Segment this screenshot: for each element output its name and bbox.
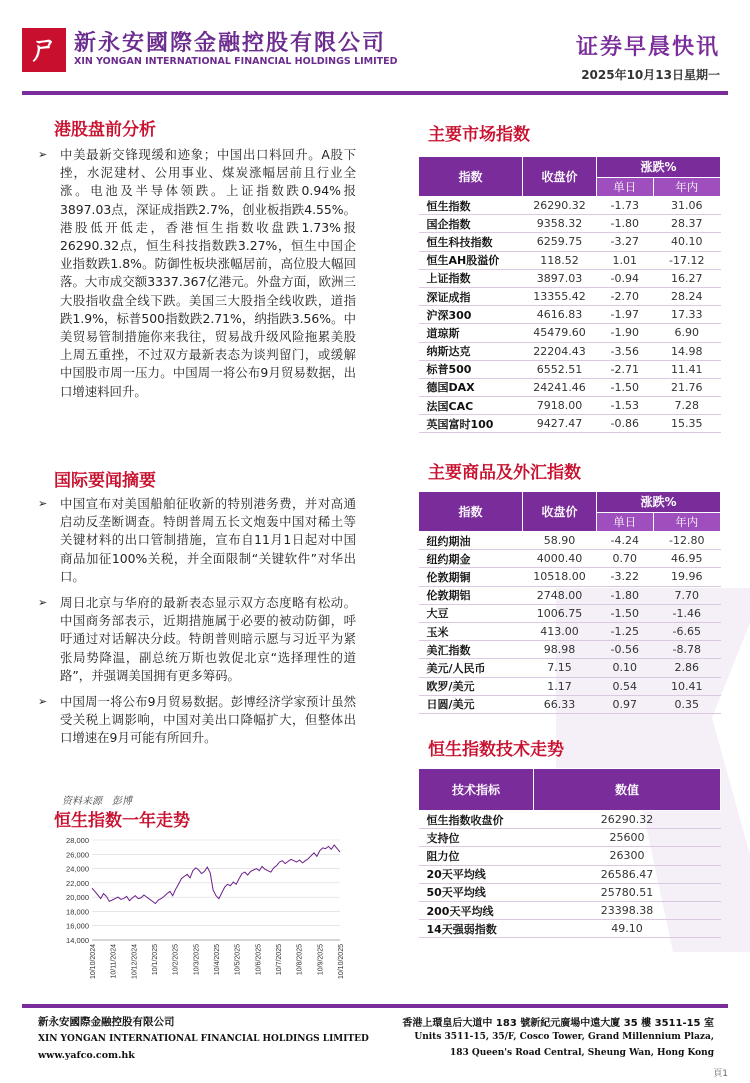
company-logo: ㄕ [22, 28, 66, 72]
y-tick-label: 24,000 [66, 864, 89, 874]
row-name: 伦敦期铜 [419, 568, 523, 586]
row-indicator: 阻力位 [419, 847, 534, 865]
intl-news-text: 中国周一将公布9月贸易数据。彭博经济学家预计虽然受关税上调影响，中国对美出口降幅扩大，但整体出口增速在9月可能有所回升。 [60, 694, 356, 746]
col-header-day: 单日 [597, 512, 654, 532]
x-tick-label: 10/4/2025 [214, 944, 221, 976]
row-name: 美汇指数 [419, 641, 523, 659]
table-row [419, 251, 721, 269]
row-day-change: -4.24 [597, 532, 654, 550]
row-day-change: -1.80 [597, 215, 654, 233]
col-header-close: 收盘价 [523, 492, 597, 532]
commodities-table [418, 491, 721, 714]
table-row [419, 695, 721, 713]
row-close: 24241.46 [523, 378, 597, 396]
company-name-cn: 新永安國際金融控股有限公司 [74, 31, 387, 56]
row-day-change: -1.97 [597, 306, 654, 324]
col-header-close: 收盘价 [523, 157, 597, 197]
row-day-change: -1.50 [597, 378, 654, 396]
row-ytd-change: 7.70 [653, 586, 720, 604]
hsi-one-year-chart [40, 832, 360, 1004]
row-value: 49.10 [534, 920, 721, 938]
row-name: 上证指数 [419, 269, 523, 287]
bullet-arrow-icon: ➢ [38, 596, 48, 610]
intl-news-item [38, 693, 356, 748]
row-close: 10518.00 [523, 568, 597, 586]
row-close: 2748.00 [523, 586, 597, 604]
table-row [419, 586, 721, 604]
table-row [419, 306, 721, 324]
y-tick-label: 26,000 [66, 850, 89, 860]
col-header-indicator: 技术指标 [419, 769, 534, 811]
col-header-ytd: 年内 [653, 512, 720, 532]
table-row [419, 829, 721, 847]
table-row [419, 641, 721, 659]
row-ytd-change: 6.90 [653, 324, 720, 342]
table-row [419, 622, 721, 640]
x-tick-label: 10/7/2025 [276, 944, 283, 976]
footer-address-en-line1: Units 3511-15, 35/F, Cosco Tower, Grand Millennium Plaza, [414, 1032, 714, 1042]
table-row [419, 920, 721, 938]
intl-news-text: 周日北京与华府的最新表态显示双方态度略有松动。中国商务部表示，近期措施属于必要的被动防御，呼吁通过对话解决分歧。特朗普则暗示愿与习近平为紧张局势降温，副总统万斯也敦促北京“选择理性的道路”，并强调美国拥有更多筹码。 [60, 595, 356, 683]
row-ytd-change: 19.96 [653, 568, 720, 586]
footer-address-cn: 香港上環皇后大道中 183 號新紀元廣場中遠大廈 35 樓 3511-15 室 [402, 1018, 714, 1029]
intl-news-item [38, 594, 356, 685]
table-row [419, 550, 721, 568]
table-row [419, 378, 721, 396]
row-name: 日圆/美元 [419, 695, 523, 713]
row-name: 恒生指数 [419, 197, 523, 215]
row-close: 7.15 [523, 659, 597, 677]
table-row [419, 865, 721, 883]
row-close: 4000.40 [523, 550, 597, 568]
intl-news-item [38, 495, 356, 586]
row-close: 7918.00 [523, 397, 597, 415]
x-tick-label: 10/9/2025 [317, 944, 325, 976]
row-name: 深证成指 [419, 287, 523, 305]
market-indices-table [418, 156, 721, 433]
x-tick-label: 10/5/2025 [234, 944, 242, 976]
row-name: 伦敦期铝 [419, 586, 523, 604]
row-day-change: -0.86 [597, 415, 654, 433]
row-close: 1.17 [523, 677, 597, 695]
page-number: 頁1 [713, 1069, 728, 1079]
intl-news-list [38, 495, 356, 748]
x-tick-label: 10/2/2025 [172, 944, 180, 976]
market-indices-title: 主要市场指数 [428, 125, 530, 145]
row-close: 66.33 [523, 695, 597, 713]
bullet-arrow-icon: ➢ [38, 148, 48, 161]
row-ytd-change: 7.28 [653, 397, 720, 415]
row-close: 1006.75 [523, 604, 597, 622]
row-indicator: 支持位 [419, 829, 534, 847]
row-indicator: 20天平均线 [419, 865, 534, 883]
row-name: 法国CAC [419, 397, 523, 415]
x-tick-label: 10/6/2025 [255, 944, 263, 976]
row-ytd-change: 10.41 [653, 677, 720, 695]
company-name-en: XIN YONGAN INTERNATIONAL FINANCIAL HOLDINGS LIMITED [74, 56, 398, 67]
row-ytd-change: 17.33 [653, 306, 720, 324]
row-close: 98.98 [523, 641, 597, 659]
row-ytd-change: 46.95 [653, 550, 720, 568]
row-name: 恒生科技指数 [419, 233, 523, 251]
footer-divider [22, 1004, 728, 1008]
row-ytd-change: -6.65 [653, 622, 720, 640]
row-ytd-change: 28.24 [653, 287, 720, 305]
row-close: 9358.32 [523, 215, 597, 233]
footer-company-cn: 新永安國際金融控股有限公司 [38, 1016, 175, 1028]
row-indicator: 14天强弱指数 [419, 920, 534, 938]
row-day-change: 0.10 [597, 659, 654, 677]
row-day-change: -2.70 [597, 287, 654, 305]
row-ytd-change: 40.10 [653, 233, 720, 251]
x-tick-label: 10/11/2024 [110, 944, 118, 979]
table-row [419, 287, 721, 305]
row-close: 3897.03 [523, 269, 597, 287]
row-name: 道琼斯 [419, 324, 523, 342]
row-ytd-change: 11.41 [653, 360, 720, 378]
col-header-value: 数值 [534, 769, 721, 811]
row-ytd-change: -12.80 [653, 532, 720, 550]
bullet-arrow-icon: ➢ [38, 695, 48, 709]
row-indicator: 50天平均线 [419, 883, 534, 901]
row-day-change: -2.71 [597, 360, 654, 378]
col-header-day: 单日 [597, 177, 654, 197]
y-tick-label: 14,000 [66, 936, 89, 945]
row-ytd-change: 0.35 [653, 695, 720, 713]
hk-analysis-paragraph: 中美最新交锋现缓和迹象；中国出口料回升。A股下挫，水泥建材、公用事业、煤炭涨幅居前且行业全涨。电池及半导体领跌。上证指数跌0.94%报3897.03点，深证成指跌2.7%，创业板指跌4.55%。港股低开低走，香港恒生指数收盘跌1.73%报26290.32点，恒生科技指数跌3.27%，恒生中国企业指数跌1.8%。防御性板块涨幅居前，高位股大幅回落。大市成交额3337.367亿港元。外盘方面，欧洲三大股指收盘全线下跌。美国三大股指全线收跌，道指跌1.9%，标普500指数跌2.71%，纳指跌3.56%。中美贸易管制措施你来我往，贸易战升级风险拖累美股上周五重挫，不过双方最新表态为谈判留门，或缓解中国股市周一压力。中国周一将公布9月贸易数据，出口增速料回升。 [60, 147, 356, 399]
footer-website: www.yafco.com.hk [38, 1050, 135, 1061]
row-ytd-change: -1.46 [653, 604, 720, 622]
row-close: 6259.75 [523, 233, 597, 251]
row-name: 纽约期金 [419, 550, 523, 568]
row-name: 纽约期油 [419, 532, 523, 550]
row-ytd-change: -8.78 [653, 641, 720, 659]
row-day-change: 0.54 [597, 677, 654, 695]
col-header-index: 指数 [419, 492, 523, 532]
y-tick-label: 16,000 [66, 921, 89, 931]
row-name: 沪深300 [419, 306, 523, 324]
hsi-technical-table [418, 768, 721, 938]
row-name: 德国DAX [419, 378, 523, 396]
row-ytd-change: -17.12 [653, 251, 720, 269]
table-row [419, 233, 721, 251]
table-row [419, 901, 721, 919]
table-row [419, 847, 721, 865]
row-value: 25780.51 [534, 883, 721, 901]
table-row [419, 360, 721, 378]
row-ytd-change: 2.86 [653, 659, 720, 677]
header-divider [22, 91, 728, 95]
col-header-ytd: 年内 [653, 177, 720, 197]
row-day-change: -1.80 [597, 586, 654, 604]
x-tick-label: 10/12/2024 [131, 944, 139, 980]
report-date: 2025年10月13日星期一 [581, 68, 720, 82]
row-ytd-change: 28.37 [653, 215, 720, 233]
row-close: 13355.42 [523, 287, 597, 305]
y-tick-label: 20,000 [66, 893, 89, 903]
y-tick-label: 28,000 [66, 836, 89, 845]
row-day-change: -0.56 [597, 641, 654, 659]
news-source: 资料来源 彭博 [62, 796, 132, 807]
intl-news-title: 国际要闻摘要 [54, 471, 156, 491]
y-tick-label: 22,000 [66, 878, 89, 888]
row-close: 4616.83 [523, 306, 597, 324]
row-close: 6552.51 [523, 360, 597, 378]
table-row [419, 415, 721, 433]
x-tick-label: 10/10/2025 [338, 944, 345, 980]
row-ytd-change: 14.98 [653, 342, 720, 360]
row-value: 26300 [534, 847, 721, 865]
hk-analysis-title: 港股盘前分析 [54, 120, 156, 140]
table-row [419, 215, 721, 233]
commodities-title: 主要商品及外汇指数 [428, 463, 581, 483]
col-header-change: 涨跌% [597, 492, 721, 513]
hsi-technical-title: 恒生指数技术走势 [428, 740, 564, 760]
row-name: 欧罗/美元 [419, 677, 523, 695]
row-name: 大豆 [419, 604, 523, 622]
row-close: 118.52 [523, 251, 597, 269]
row-day-change: -3.27 [597, 233, 654, 251]
row-day-change: -1.73 [597, 197, 654, 215]
row-day-change: -1.90 [597, 324, 654, 342]
hk-analysis-bullet [38, 146, 356, 401]
col-header-change: 涨跌% [597, 157, 721, 178]
row-indicator: 200天平均线 [419, 901, 534, 919]
table-row [419, 568, 721, 586]
row-name: 纳斯达克 [419, 342, 523, 360]
row-name: 英国富时100 [419, 415, 523, 433]
row-day-change: -1.50 [597, 604, 654, 622]
row-close: 22204.43 [523, 342, 597, 360]
row-day-change: 1.01 [597, 251, 654, 269]
x-tick-label: 10/10/2024 [90, 944, 97, 980]
row-day-change: -1.53 [597, 397, 654, 415]
row-name: 恒生AH股溢价 [419, 251, 523, 269]
hsi-series-line [92, 845, 340, 904]
report-title: 证券早晨快讯 [575, 35, 720, 60]
row-name: 美元/人民币 [419, 659, 523, 677]
x-tick-label: 10/1/2025 [152, 944, 159, 976]
row-close: 26290.32 [523, 197, 597, 215]
col-header-index: 指数 [419, 157, 523, 197]
table-row [419, 197, 721, 215]
row-value: 26290.32 [534, 811, 721, 829]
row-day-change: -0.94 [597, 269, 654, 287]
row-name: 标普500 [419, 360, 523, 378]
x-tick-label: 10/3/2025 [193, 944, 201, 976]
row-close: 413.00 [523, 622, 597, 640]
y-tick-label: 18,000 [66, 907, 89, 917]
table-row [419, 397, 721, 415]
table-row [419, 811, 721, 829]
row-day-change: -3.56 [597, 342, 654, 360]
table-row [419, 324, 721, 342]
row-value: 26586.47 [534, 865, 721, 883]
row-ytd-change: 15.35 [653, 415, 720, 433]
table-row [419, 659, 721, 677]
row-day-change: 0.70 [597, 550, 654, 568]
table-row [419, 532, 721, 550]
row-day-change: -1.25 [597, 622, 654, 640]
footer-address-en-line2: 183 Queen's Road Central, Sheung Wan, Hong Kong [449, 1048, 714, 1058]
hsi-chart-title: 恒生指数一年走势 [54, 811, 190, 831]
x-tick-label: 10/8/2025 [296, 944, 304, 976]
row-close: 58.90 [523, 532, 597, 550]
row-ytd-change: 21.76 [653, 378, 720, 396]
row-day-change: 0.97 [597, 695, 654, 713]
footer-company-en: XIN YONGAN INTERNATIONAL FINANCIAL HOLDINGS LIMITED [38, 1034, 369, 1044]
row-close: 45479.60 [523, 324, 597, 342]
row-ytd-change: 31.06 [653, 197, 720, 215]
table-row [419, 604, 721, 622]
row-ytd-change: 16.27 [653, 269, 720, 287]
bullet-arrow-icon: ➢ [38, 497, 48, 510]
row-value: 25600 [534, 829, 721, 847]
row-day-change: -3.22 [597, 568, 654, 586]
table-row [419, 677, 721, 695]
intl-news-text: 中国宣布对美国船舶征收新的特别港务费，并对高通启动反垄断调查。特朗普周五长文炮轰中国对稀土等关键材料的出口管制措施，宣布自11月1日起对中国商品加征100%关税，并全面限制“关键软件”对华出口。 [60, 496, 356, 584]
hk-analysis-text [38, 146, 356, 401]
table-row [419, 342, 721, 360]
table-row [419, 883, 721, 901]
row-value: 23398.38 [534, 901, 721, 919]
row-name: 国企指数 [419, 215, 523, 233]
row-indicator: 恒生指数收盘价 [419, 811, 534, 829]
table-row [419, 269, 721, 287]
row-close: 9427.47 [523, 415, 597, 433]
row-name: 玉米 [419, 622, 523, 640]
